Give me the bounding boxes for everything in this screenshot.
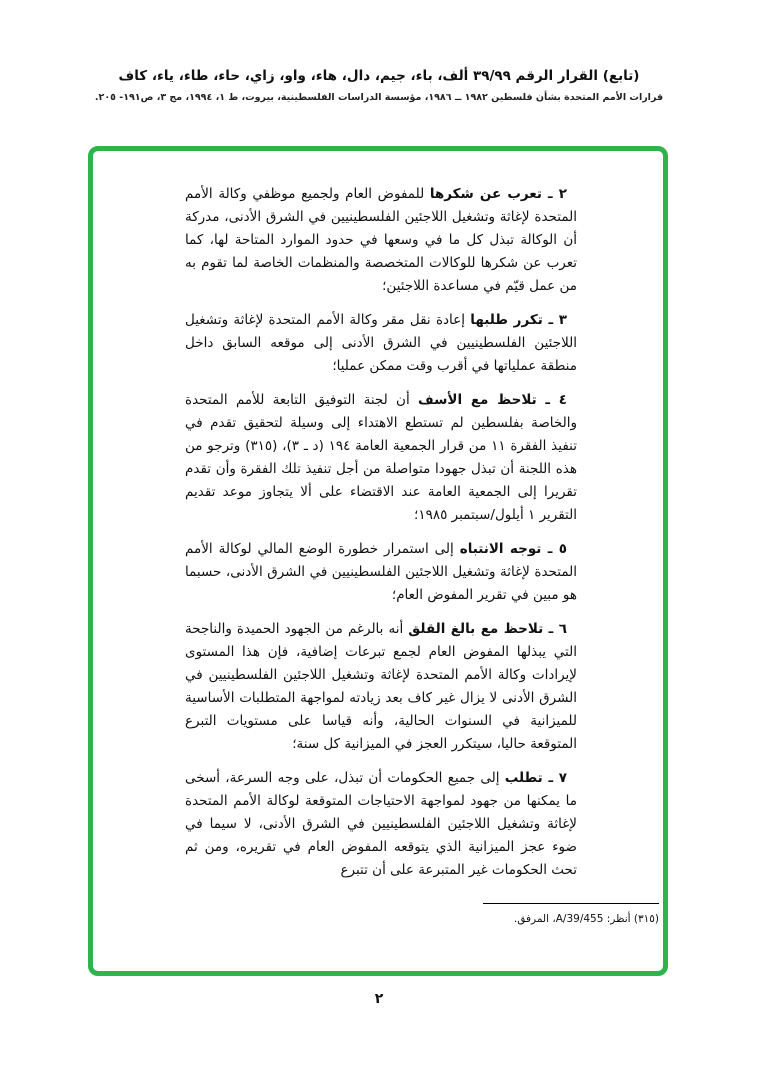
paragraph-4	[185, 389, 577, 527]
paragraph-number: ٢	[558, 186, 567, 202]
footnote-separator	[483, 903, 659, 904]
page-number: ٢	[374, 991, 384, 1007]
paragraph-number: ٧	[558, 770, 567, 786]
document-source-line: قرارات الأمم المتحدة بشأن فلسطين ١٩٨٢ ــ ١٩٨٦، مؤسسة الدراسات الفلسطينية، بيروت، ط ١، ١٩٩٤، مج ٣، ص١٩١- ٢٠٥.	[94, 92, 664, 103]
paragraph-dash: ـ	[542, 312, 559, 328]
paragraph-7	[185, 767, 577, 882]
paragraph-dash: ـ	[541, 186, 559, 202]
paragraph-body: أن لجنة التوفيق التابعة للأمم المتحدة والخاصة بفلسطين لم تستطع الاهتداء إلى وسيلة لتحقيق تقدم في تنفيذ الفقرة ١١ من قرار الجمعية العامة ١٩٤ (د ـ ٣)، (٣١٥) وترجو من هذه اللجنة أن تبذل جهودا متواصلة من أجل تنفيذ تلك الفقرة وأن تقدم تقريرا إلى الجمعية العامة عند الاقتضاء على ألا يتجاوز موعد تقديم التقرير ١ أيلول/سبتمبر ١٩٨٥؛	[185, 392, 577, 523]
paragraph-dash: ـ	[542, 770, 559, 786]
paragraph-number: ٣	[558, 312, 568, 328]
paragraph-lead: توجه الانتباه	[459, 541, 542, 557]
paragraph-body: إلى استمرار خطورة الوضع المالي لوكالة الأمم المتحدة لإغاثة وتشغيل اللاجئين الفلسطينيين في الشرق الأدنى، حسبما هو مبين في تقرير المفوض العام؛	[185, 541, 577, 603]
paragraph-lead: تلاحظ مع بالغ القلق	[408, 621, 544, 637]
resolution-text	[185, 183, 577, 893]
footnote-area	[449, 903, 659, 925]
paragraph-lead: تكرر طلبها	[470, 312, 543, 328]
paragraph-5	[185, 538, 577, 607]
paragraph-dash: ـ	[541, 541, 559, 557]
paragraph-number: ٤	[558, 392, 567, 408]
paragraph-3	[185, 309, 577, 378]
document-title: (تابع) القرار الرقم ٣٩/٩٩ ألف، باء، جيم، دال، هاء، واو، زاي، حاء، طاء، ياء، كاف	[118, 68, 640, 84]
footnote: (٣١٥) أنظر: A/39/455، المرفق.	[513, 913, 659, 925]
paragraph-dash: ـ	[536, 392, 559, 408]
content-frame	[88, 146, 668, 976]
paragraph-body: أنه بالرغم من الجهود الحميدة والناجحة التي يبذلها المفوض العام لجمع تبرعات إضافية، فإن هذا المستوى لإيرادات وكالة الأمم المتحدة لإغاثة وتشغيل اللاجئين الفلسطينيين في الشرق الأدنى لا يزال غير كاف بعد زيادته لمواجهة المتطلبات الأساسية للميزانية في السنوات الحالية، وأنه قياسا على مستويات التبرع المتوقعة حاليا، سيتكرر العجز في الميزانية كل سنة؛	[185, 621, 577, 752]
paragraph-dash: ـ	[543, 621, 559, 637]
paragraph-number: ٥	[558, 541, 567, 557]
paragraph-lead: تلاحظ مع الأسف	[418, 392, 537, 408]
paragraph-body: إلى جميع الحكومات أن تبذل، على وجه السرعة، أسخى ما يمكنها من جهود لمواجهة الاحتياجات المتوقعة لوكالة الأمم المتحدة لإغاثة وتشغيل اللاجئين الفلسطينيين في الشرق الأدنى، لا سيما في ضوء عجز الميزانية الذي يتوقعه المفوض العام في تقريره، ومن ثم تحث الحكومات غير المتبرعة على أن تتبرع	[185, 770, 577, 878]
paragraph-body: إعادة نقل مقر وكالة الأمم المتحدة لإغاثة وتشغيل اللاجئين الفلسطينيين في الشرق الأدنى إلى موقعه السابق داخل منطقة عملياتها في أقرب وقت ممكن عمليا؛	[185, 312, 577, 374]
paragraph-lead: تطلب	[504, 770, 543, 786]
document-header	[0, 68, 758, 103]
paragraph-lead: تعرب عن شكرها	[429, 186, 542, 202]
paragraph-6	[185, 618, 577, 756]
paragraph-2	[185, 183, 577, 298]
paragraph-number: ٦	[558, 621, 568, 637]
paragraph-body: للمفوض العام ولجميع موظفي وكالة الأمم المتحدة لإغاثة وتشغيل اللاجئين الفلسطينيين في الشرق الأدنى، مدركة أن الوكالة تبذل كل ما في وسعها في حدود الموارد المتاحة لها، كما تعرب عن شكرها للوكالات المتخصصة والمنظمات الخاصة لما تقوم به من عمل قيّم في مساعدة اللاجئين؛	[185, 186, 577, 294]
